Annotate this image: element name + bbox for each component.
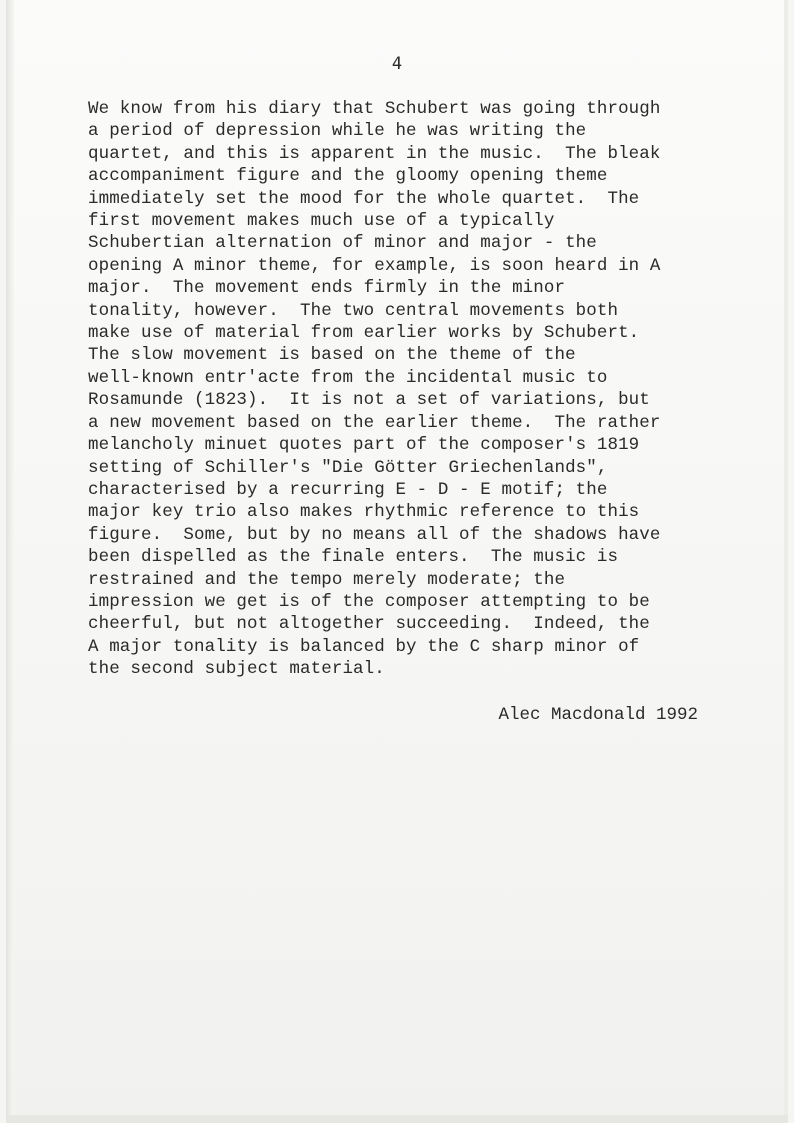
text-line: cheerful, but not altogether succeeding. Indeed, the <box>88 614 650 635</box>
text-line: melancholy minuet quotes part of the composer's 1819 <box>88 435 640 456</box>
text-line: Schubertian alternation of minor and major - the <box>88 233 597 254</box>
text-line: quartet, and this is apparent in the music. The bleak <box>88 143 661 164</box>
text-line: well-known entr'acte from the incidental music to <box>88 367 608 388</box>
text-line: first movement makes much use of a typically <box>88 211 555 232</box>
text-line: characterised by a recurring E - D - E motif; the <box>88 479 608 500</box>
author-signature: Alec Macdonald 1992 <box>498 705 698 725</box>
page-shadow-right <box>784 0 788 1123</box>
text-line: The slow movement is based on the theme of the <box>88 345 576 366</box>
text-line: a new movement based on the earlier theme. The rather <box>88 412 661 433</box>
text-line: restrained and the tempo merely moderate; the <box>88 569 566 590</box>
body-paragraph <box>88 98 728 681</box>
text-line: make use of material from earlier works by Schubert. <box>88 323 640 344</box>
text-line: tonality, however. The two central movements both <box>88 300 619 321</box>
text-line: immediately set the mood for the whole quartet. The <box>88 188 640 209</box>
text-line: setting of Schiller's "Die Götter Griechenlands", <box>88 457 608 478</box>
text-line: major. The movement ends firmly in the minor <box>88 278 566 299</box>
page-shadow-bottom <box>6 1115 788 1123</box>
text-line: been dispelled as the finale enters. The music is <box>88 547 619 568</box>
page-number: 4 <box>391 54 403 74</box>
text-line: Rosamunde (1823). It is not a set of variations, but <box>88 390 650 411</box>
text-line: impression we get is of the composer attempting to be <box>88 591 650 612</box>
text-line: figure. Some, but by no means all of the shadows have <box>88 524 661 545</box>
text-line: A major tonality is balanced by the C sharp minor of <box>88 636 640 657</box>
document-page <box>6 0 788 1123</box>
text-line: the second subject material. <box>88 659 385 680</box>
text-line: major key trio also makes rhythmic reference to this <box>88 502 640 523</box>
text-line: opening A minor theme, for example, is soon heard in A <box>88 255 661 276</box>
text-line: accompaniment figure and the gloomy opening theme <box>88 166 608 187</box>
page-shadow-left <box>6 0 14 1123</box>
text-line: a period of depression while he was writing the <box>88 121 587 142</box>
text-line: We know from his diary that Schubert was going through <box>88 99 661 119</box>
